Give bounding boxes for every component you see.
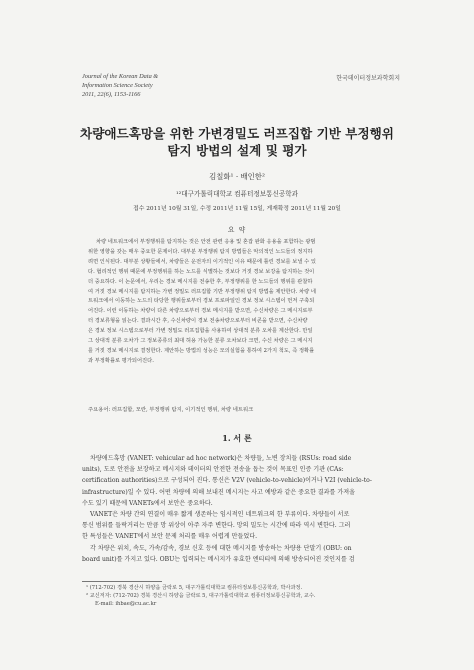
- body-line: 통신 범위를 들락거리는 만큼 망 위상이 아주 자주 변한다. 망의 밀도는 시간에 따라 역시 변한다. 그러: [82, 522, 351, 530]
- abstract-line: 려면 인식된다. 대부분 상황들에서, 차량들은 운전자의 이기적인 이유 때문에 틀린 경보를 보낼 수 있: [88, 258, 316, 265]
- abstract-line: 위한 영향을 갖는 매우 중요한 문제이다. 대부분 부정행위 탐지 방법들은 악의적인 노드들의 정지하: [88, 248, 313, 255]
- title-line-1: 차량애드혹망을 위한 가변경밀도 러프집합 기반 부정행위: [80, 126, 394, 141]
- society-name: 한국데이터정보과학회지: [336, 75, 400, 82]
- abstract-line: 은 경보 정보 시스템으로부터 가변 정밀도 러프집합을 사용하여 상대적 분류 오차를 계산한다. 만일: [88, 328, 313, 335]
- body-line: units), 도로 안전을 보장하고 메시지와 데이터의 안전한 전송을 돕는 것이 목표인 인증 기관 (CAs:: [82, 466, 344, 474]
- body-line: VANET은 차량 간의 연결이 매우 짧게 생존하는 임시적인 네트워크의 한 부류이다. 차량들이 서로: [90, 511, 350, 519]
- abstract-body: [88, 238, 386, 367]
- author-list: 김칠화¹ · 배인한²: [209, 172, 265, 181]
- keywords: 주요용어: 러프집합, 모란, 부정행위 탐지, 이기적인 행위, 차량 네트워크: [88, 407, 254, 413]
- affiliation: ¹²대구가톨릭대학교 컴퓨터정보통신공학과: [175, 190, 299, 198]
- footnote-divider: [82, 581, 162, 582]
- body-line: 차량애드혹망 (VANET: vehicular ad hoc network)은 차량들, 노변 장치들 (RSUs: road side: [90, 455, 352, 462]
- section-body: [82, 453, 394, 565]
- body-line: infrastructure)일 수 있다. 어떤 차량에 의해 보내진 메시지는 사고 예방과 같은 중요한 결과를 가져올: [82, 488, 356, 496]
- body-line: certification authorities)으로 구성되어 진다. 통신은 V2V (vehicle-to-vehicle)이거나 V2I (vehicle-to-: [82, 477, 372, 485]
- abstract-line: 를 거짓 경보 메시지로 결정한다. 제안하는 방법의 성능은 모의실험을 통하여 2가지 척도, 즉 정확률: [88, 347, 315, 354]
- abstract-line: 어진다. 이런 이동하는 차량이 다른 차량으로부터 경보 메시지를 받으면, 수신차량은 그 메시지로부: [88, 308, 313, 315]
- journal-citation: [82, 72, 252, 99]
- body-line: board unit)를 가지고 있다. OBU는 입력되는 메시지가 유효한 엔티티에 의해 방송되어진 것인지를 검: [82, 555, 355, 563]
- abstract-line: 과 부정확률로 평가되어진다.: [88, 357, 154, 364]
- footnote-1: ¹ (712-702) 경북 경산시 하양읍 금락로 5, 대구가톨릭대학교 컴퓨터정보통신공학과, 박사과정.: [86, 585, 303, 591]
- section-heading: 1. 서 론: [222, 433, 252, 443]
- footnote-2: ² 교신저자: (712-702) 경북 경산시 하양읍 금락로 5, 대구가톨릭대학교 컴퓨터정보통신공학과, 교수.: [86, 593, 316, 600]
- body-line: 한 특성들은 VANET에서 보안 문제 처리를 매우 어렵게 만들었다.: [82, 533, 258, 541]
- journal-name-line-2: Information Science Society: [82, 82, 153, 89]
- footnotes: [86, 584, 396, 609]
- title-line-2: 탐지 방법의 설계 및 평가: [167, 143, 307, 158]
- abstract-line: 터 경보류형을 읽는다. 결과시간 후, 수신차량이 경보 전송차량으로부터 비콘을 받으면, 수신차량: [88, 318, 308, 325]
- abstract-line: 여 거짓 경보 메시지를 탐지하는 가변 정밀도 러프집합 기반 부정행위 탐지 방법을 제안한다. 차량 네: [88, 288, 316, 295]
- footnote-email: E-mail: ihbae@cu.ac.kr: [95, 601, 157, 608]
- abstract-line: 더 중요하다. 이 논문에서, 우리는 경보 메시지를 전송한 후, 부정행위를 한 노드들의 행위를 관찰하: [88, 278, 313, 285]
- body-line: 각 차량은 위치, 속도, 가속/감속, 경보 신호 등에 대한 메시지를 방송하는 차량용 단말기 (OBU: on: [90, 544, 352, 552]
- abstract-line: 트워크에서 이동하는 노드의 타당한 행위들로부터 경보 프로파일인 경보 정보 시스템이 먼저 구축되: [88, 298, 315, 305]
- submission-dates: 접수 2011년 10월 31일, 수정 2011년 11월 15일, 게재확정 2011년 11월 20일: [133, 206, 341, 212]
- abstract-heading: 요 약: [227, 226, 247, 234]
- body-line: 수도 있기 때문에 VANETs에서 보안은 중요하다.: [82, 499, 213, 507]
- journal-volume-line: 2011, 22(6), 1153-1166: [82, 91, 141, 98]
- abstract-line: 그 상대적 분류 오차가 그 정보종류의 최대 허용 가능한 분류 오차보다 크면, 수신 차량은 그 메시지: [88, 338, 313, 345]
- abstract-line: 차량 네트워크에서 부정행위를 탐지하는 것은 안전 관련 응용 및 혼잡 완화 응용을 포함하는 광범: [96, 239, 316, 245]
- abstract-line: 다. 협리적인 행위 때문에 부정행위를 하는 노드를 식별하는 것보다 거짓 경보 보강을 탐지하는 것이: [88, 268, 315, 275]
- paper-title: [40, 125, 434, 159]
- journal-name-line-1: Journal of the Korean Data &: [82, 73, 159, 80]
